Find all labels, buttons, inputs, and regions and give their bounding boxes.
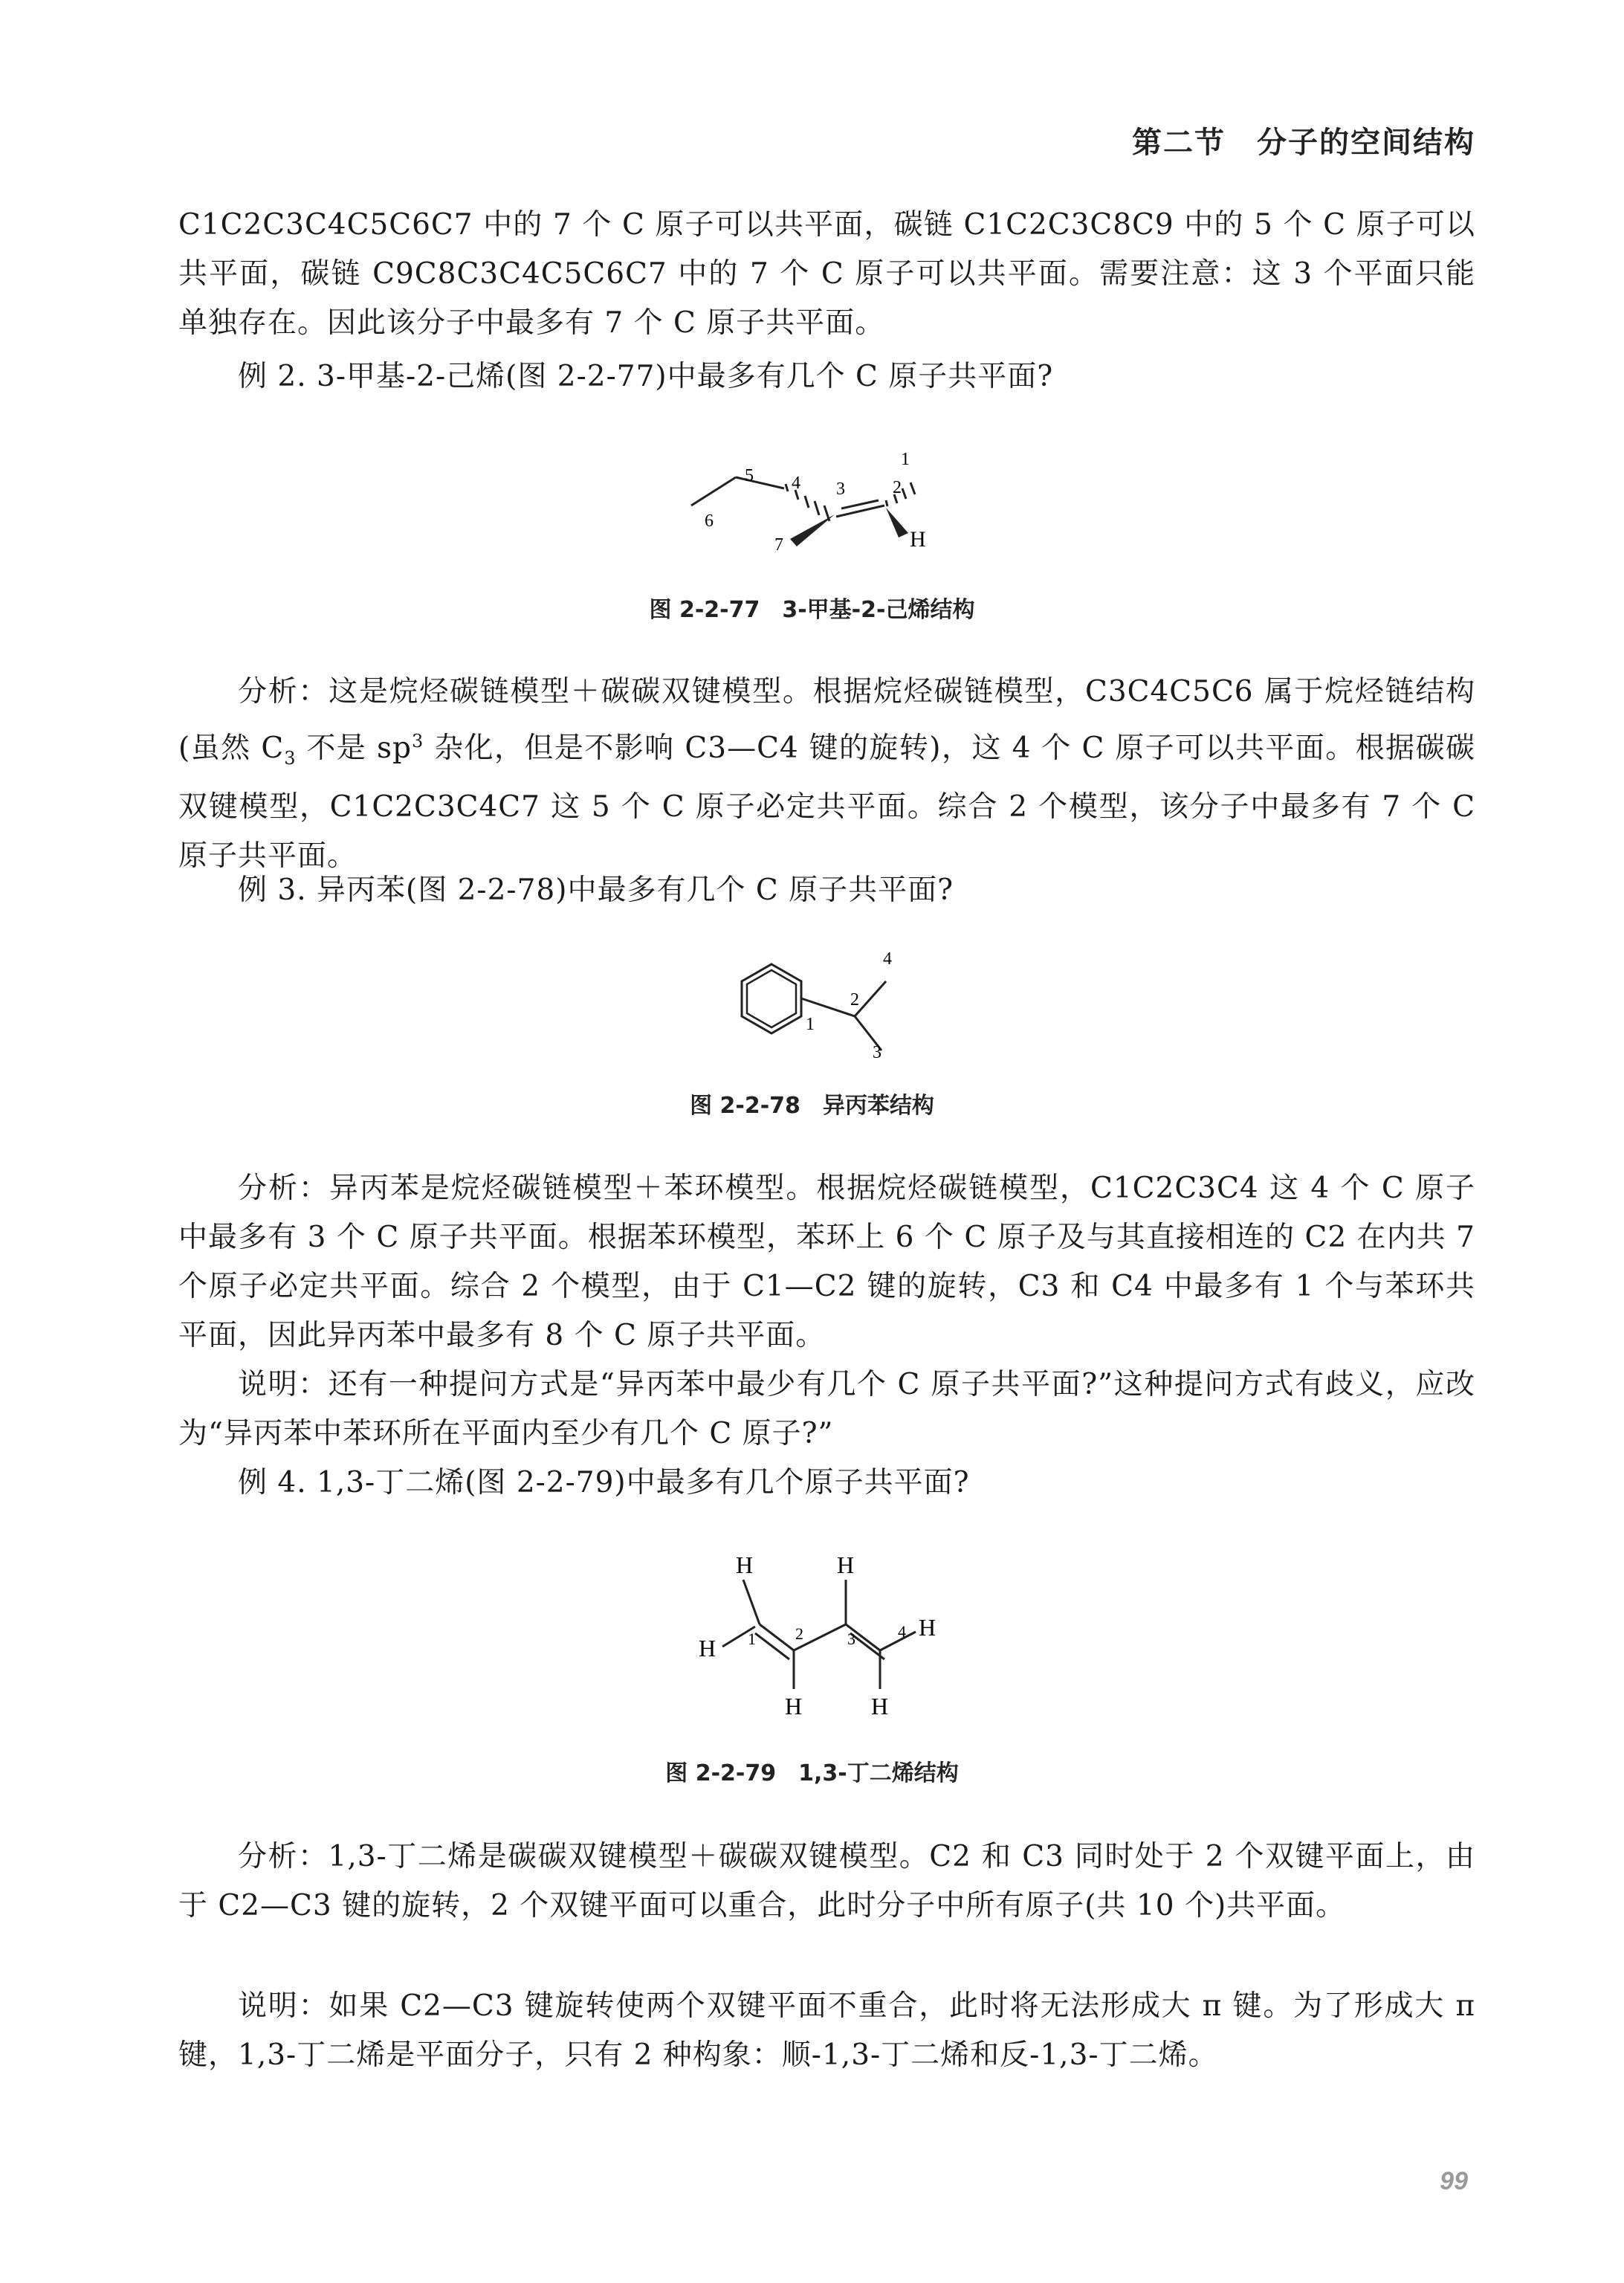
fig78-label-4: 4 bbox=[883, 949, 892, 969]
caption-2-2-77: 图 2-2-77 3-甲基-2-己烯结构 bbox=[649, 597, 975, 623]
analysis-example-4: 分析：1,3-丁二烯是碳碳双键模型＋碳碳双键模型。C2 和 C3 同时处于 2 个双键平面上，由于 C2—C3 键的旋转，2 个双键平面可以重合，此时分子中所有原子(共 10 个)共平面。 bbox=[178, 1840, 1475, 1922]
fig77-label-4: 4 bbox=[792, 474, 800, 493]
figure-2-2-79 bbox=[684, 1531, 966, 1732]
superscript-3: 3 bbox=[412, 731, 424, 752]
analysis-example-3: 分析：异丙苯是烷烃碳链模型＋苯环模型。根据烷烃碳链模型，C1C2C3C4 这 4 个 C 原子中最多有 3 个 C 原子共平面。根据苯环模型，苯环上 6 个 C 原子及与其直接相连的 C2 在内共 7 个原子必定共平面。综合 2 个模型，由于 C1—C2 键的旋转，C3 和 C4 中最多有 1 个与苯环共平面，因此异丙苯中最多有 8 个 C 原子共平面。 bbox=[178, 1172, 1475, 1352]
fig79-label-4: 4 bbox=[898, 1622, 906, 1641]
butadiene-structure bbox=[684, 1531, 966, 1732]
page-number: 99 bbox=[1440, 2167, 1468, 2195]
example-4-question: 例 4. 1,3-丁二烯(图 2-2-79)中最多有几个原子共平面? bbox=[238, 1466, 970, 1499]
note-example-3: 说明：还有一种提问方式是“异丙苯中最少有几个 C 原子共平面?”这种提问方式有歧义，应改为“异丙苯中苯环所在平面内至少有几个 C 原子?” bbox=[178, 1368, 1475, 1450]
cumene-structure bbox=[714, 933, 936, 1071]
analysis-example-2 bbox=[178, 668, 1475, 881]
analysis-example-2-text-c: 杂化，但是不影响 C3—C4 键的旋转)，这 4 个 C 原子可以共平面。根据碳碳双键模型，C1C2C3C4C7 这 5 个 C 原子必定共平面。综合 2 个模型，该分子中最多有 7 个 C 原子共平面。 bbox=[178, 732, 1475, 873]
analysis-example-2-text-b: 不是 sp bbox=[296, 732, 412, 765]
fig79-h-top-left: H bbox=[736, 1551, 754, 1578]
fig79-label-3: 3 bbox=[847, 1630, 855, 1648]
note-example-4: 说明：如果 C2—C3 键旋转使两个双键平面不重合，此时将无法形成大 π 键。为了形成大 π 键，1,3-丁二烯是平面分子，只有 2 种构象：顺-1,3-丁二烯和反-1,3-丁二烯。 bbox=[178, 1989, 1475, 2072]
example-3-question: 例 3. 异丙苯(图 2-2-78)中最多有几个 C 原子共平面? bbox=[238, 874, 954, 907]
running-header: 第二节 分子的空间结构 bbox=[1132, 126, 1475, 160]
fig77-label-5: 5 bbox=[745, 466, 754, 485]
fig77-label-h: H bbox=[910, 527, 926, 552]
fig79-h-top-right: H bbox=[837, 1551, 855, 1578]
fig77-label-3: 3 bbox=[836, 479, 845, 499]
subscript-3: 3 bbox=[284, 747, 297, 769]
fig79-h-left: H bbox=[699, 1635, 716, 1662]
fig79-h-bottom-right: H bbox=[871, 1693, 889, 1719]
figure-2-2-77 bbox=[684, 435, 951, 561]
fig78-label-3: 3 bbox=[873, 1043, 881, 1062]
fig77-label-6: 6 bbox=[705, 511, 714, 531]
fig78-label-1: 1 bbox=[806, 1015, 815, 1034]
caption-2-2-78: 图 2-2-78 异丙苯结构 bbox=[690, 1093, 934, 1119]
paragraph-1: C1C2C3C4C5C6C7 中的 7 个 C 原子可以共平面，碳链 C1C2C3C8C9 中的 5 个 C 原子可以共平面，碳链 C9C8C3C4C5C6C7 中的 7 个 C 原子可以共平面。需要注意：这 3 个平面只能单独存在。因此该分子中最多有 7 个 C 原子共平面。 bbox=[178, 208, 1475, 340]
header-rule bbox=[178, 174, 1483, 175]
fig78-label-2: 2 bbox=[850, 990, 859, 1010]
caption-2-2-79: 图 2-2-79 1,3-丁二烯结构 bbox=[665, 1760, 959, 1786]
figure-2-2-78 bbox=[714, 933, 936, 1071]
fig77-label-2: 2 bbox=[893, 478, 902, 497]
fig77-label-7: 7 bbox=[774, 535, 783, 555]
fig79-label-1: 1 bbox=[748, 1630, 756, 1648]
example-2-question: 例 2. 3-甲基-2-己烯(图 2-2-77)中最多有几个 C 原子共平面? bbox=[238, 360, 1054, 393]
fig79-h-right: H bbox=[919, 1614, 936, 1641]
fig79-label-2: 2 bbox=[795, 1624, 803, 1643]
fig77-label-1: 1 bbox=[901, 450, 910, 469]
analysis-example-2-text-a: 分析：这是烷烃碳链模型＋碳碳双键模型。根据烷烃碳链模型，C3C4C5C6 属于烷烃链结构(虽然 C bbox=[178, 675, 1475, 765]
fig79-h-bottom-left: H bbox=[785, 1693, 803, 1719]
3-methyl-2-hexene-structure bbox=[684, 435, 951, 561]
